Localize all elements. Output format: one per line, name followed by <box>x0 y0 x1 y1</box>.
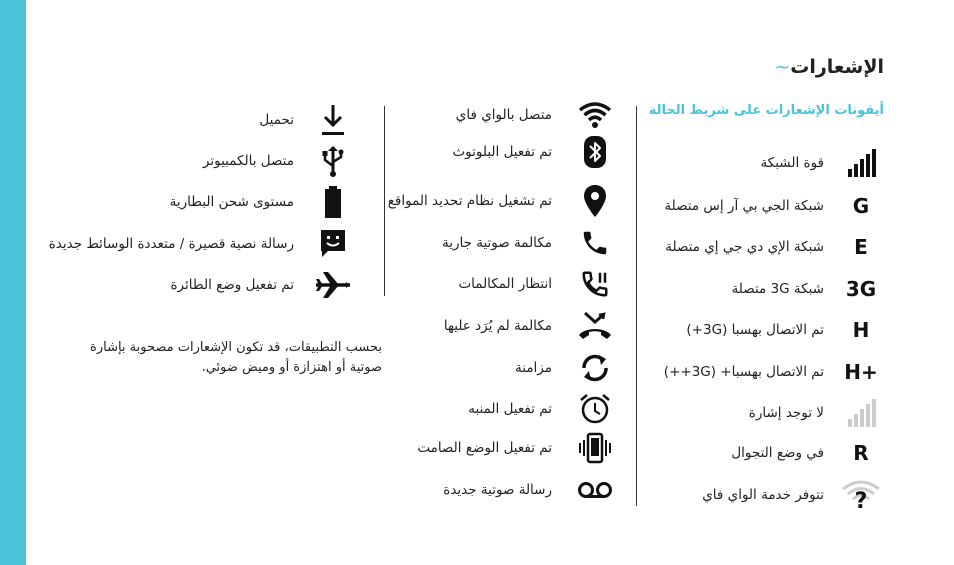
column-divider-left <box>384 106 385 296</box>
list-item-label: متصل بالواي فاي <box>455 107 552 123</box>
list-item-download <box>50 103 370 137</box>
notification-note: بحسب التطبيقات، قد تكون الإشعارات مصحوبة بإشارة صوتية أو اهتزازة أو وميض ضوئي. <box>90 340 382 375</box>
section-subtitle: أيقونات الإشعارات على شريط الحالة <box>648 103 884 118</box>
no-signal-icon <box>840 396 882 430</box>
list-item-label: تم تفعيل وضع الطائرة <box>170 277 294 293</box>
title-tilde-mark: ~ <box>774 56 791 78</box>
list-item-bluetooth <box>388 135 628 169</box>
list-item-airplane <box>50 268 370 302</box>
list-item-label: مزامنة <box>515 360 552 376</box>
list-item-call-waiting <box>388 267 628 301</box>
list-item-label: تم الاتصال بهسبا (3G+) <box>686 322 824 338</box>
list-item-hspa-plus <box>640 355 890 389</box>
list-item-label: شبكة الجي بي آر إس متصلة <box>664 198 824 214</box>
page-title <box>768 56 884 78</box>
bluetooth-icon <box>574 135 616 169</box>
list-item-wifi <box>388 98 628 132</box>
gps-icon <box>574 184 616 218</box>
list-item-signal-strength <box>640 146 890 180</box>
list-item-3g <box>640 272 890 306</box>
list-item-label: في وضع التجوال <box>731 445 824 461</box>
sync-icon <box>574 351 616 385</box>
signal-strength-icon <box>840 146 882 180</box>
3g-icon: 3G <box>845 277 877 301</box>
list-item-label: تم تشغيل نظام تحديد المواقع <box>387 193 552 209</box>
list-item-label: تم تفعيل الوضع الصامت <box>417 440 552 456</box>
battery-icon <box>312 185 354 219</box>
list-item-label: مكالمة لم يُرَد عليها <box>443 318 552 334</box>
list-item-alarm <box>388 392 628 426</box>
list-item-label: تم الاتصال بهسبا+ (3G++) <box>663 364 824 380</box>
list-item-hspa <box>640 313 890 347</box>
list-item-gprs <box>640 189 890 223</box>
list-item-label: لا توجد إشارة <box>748 405 824 421</box>
voicemail-icon <box>574 473 616 507</box>
list-item-sync <box>388 351 628 385</box>
list-item-gps <box>388 184 628 218</box>
list-item-label: شبكة 3G متصلة <box>731 281 824 297</box>
alarm-icon <box>574 392 616 426</box>
download-icon <box>312 103 354 137</box>
list-item-label: تحميل <box>259 112 294 128</box>
wifi-available-icon <box>840 478 882 512</box>
list-item-roaming <box>640 436 890 470</box>
list-item-label: مكالمة صوتية جارية <box>441 235 552 251</box>
list-item-voicemail <box>388 473 628 507</box>
hspa-icon: H <box>852 318 870 342</box>
list-item-battery <box>50 185 370 219</box>
list-item-label: تم تفعيل المنبه <box>468 401 552 417</box>
gprs-icon: G <box>852 194 870 218</box>
missed-call-icon <box>574 309 616 343</box>
usb-icon <box>312 144 354 178</box>
list-item-call <box>388 226 628 260</box>
hspa-plus-icon: H+ <box>844 360 878 384</box>
edge-icon: E <box>854 235 868 259</box>
roaming-icon: R <box>853 441 869 465</box>
svg-text:?: ? <box>854 489 868 511</box>
accent-side-bar <box>0 0 26 565</box>
call-waiting-icon <box>574 267 616 301</box>
list-item-label: شبكة الإي دي جي إي متصلة <box>665 239 824 255</box>
list-item-label: انتظار المكالمات <box>458 276 552 292</box>
list-item-message <box>50 227 370 261</box>
airplane-icon <box>312 268 354 302</box>
call-icon <box>574 226 616 260</box>
list-item-label: متصل بالكمبيوتر <box>202 153 294 169</box>
list-item-label: قوة الشبكة <box>760 155 824 171</box>
list-item-label: مستوى شحن البطارية <box>169 194 294 210</box>
list-item-label: رسالة نصية قصيرة / متعددة الوسائط جديدة <box>48 236 294 252</box>
wifi-icon <box>574 98 616 132</box>
list-item-missed-call <box>388 309 628 343</box>
list-item-edge <box>640 230 890 264</box>
vibrate-icon <box>574 431 616 465</box>
message-icon <box>312 227 354 261</box>
column-divider-right <box>636 106 637 506</box>
title-text: الإشعارات <box>790 56 884 78</box>
list-item-label: تتوفر خدمة الواي فاي <box>702 487 824 503</box>
list-item-vibrate <box>388 431 628 465</box>
list-item-wifi-available <box>640 478 890 512</box>
list-item-usb <box>50 144 370 178</box>
list-item-label: تم تفعيل البلوتوث <box>452 144 552 160</box>
list-item-no-signal <box>640 396 890 430</box>
list-item-label: رسالة صوتية جديدة <box>443 482 552 498</box>
